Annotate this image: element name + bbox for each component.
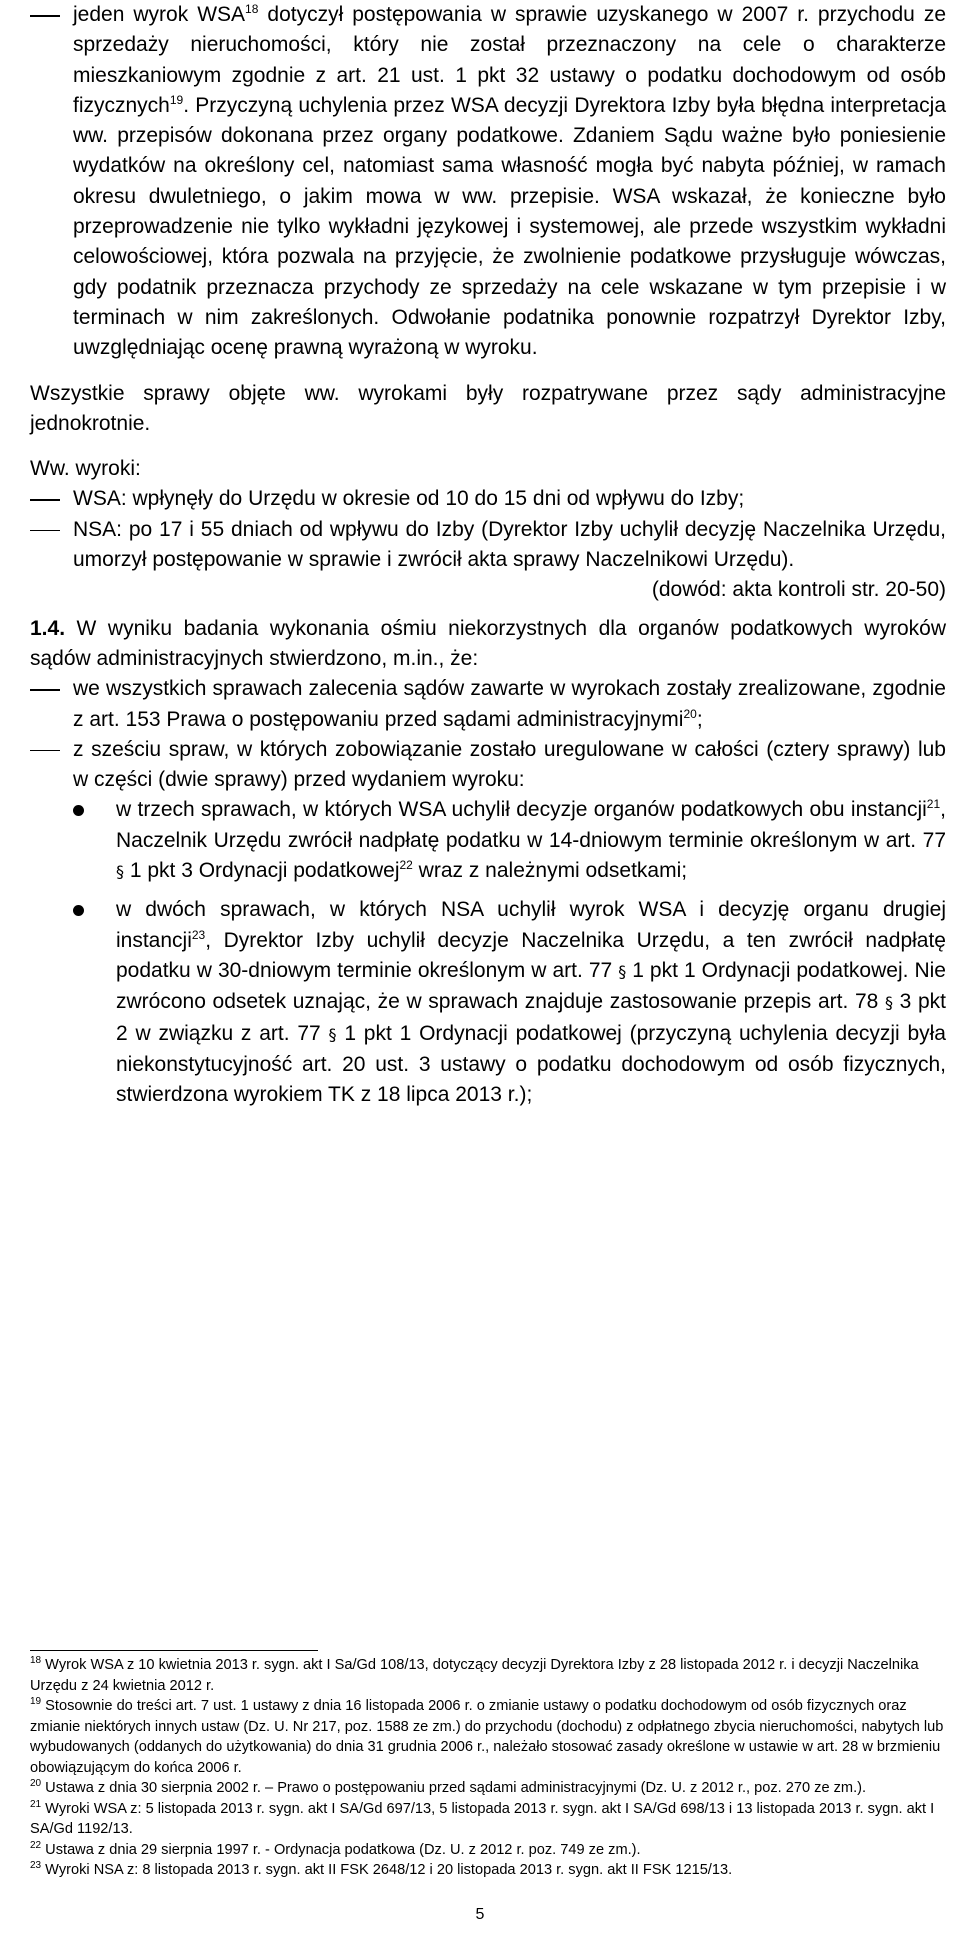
bullet-dot-icon <box>73 905 84 916</box>
dash-marker <box>30 515 60 532</box>
footnote-ref-19[interactable]: 19 <box>169 92 184 107</box>
bullet-item-two-cases <box>73 895 946 1110</box>
dash-marker <box>30 484 60 501</box>
paragraph-judgments-intro: Ww. wyroki: <box>30 457 141 481</box>
footnote-ref-23[interactable]: 23 <box>191 927 206 942</box>
dash-item-wsa-timing <box>30 484 946 514</box>
section-sign: § <box>328 1024 337 1044</box>
dash-item-text: z sześciu spraw, w których zobowiązanie zostało uregulowane w całości (cztery sprawy) lub w części (dwie sprawy) przed wydaniem wyroku: <box>73 737 946 792</box>
footnote-ref-22[interactable]: 22 <box>399 858 413 873</box>
bullet-item-text: w trzech sprawach, w których WSA uchylił decyzje organów podatkowych obu instancji$^{21}$, Naczelnik Urzędu zwrócił nadpłatę podatku w 14-dniowym terminie określonym w art. 77 § 1 pkt 3 Ordynacji podatkowej$^{22}$ wraz z należnymi odsetkami; <box>116 797 946 883</box>
page-number: 5 <box>475 1906 485 1923</box>
dash-marker <box>30 0 60 17</box>
dash-item-nsa-timing <box>30 515 946 576</box>
dash-item-recommendations <box>30 674 946 735</box>
dash-item-text: NSA: po 17 i 55 dniach od wpływu do Izby (Dyrektor Izby uchylił decyzję Naczelnika Urzędu, umorzył postępowanie w sprawie i zwrócił akta sprawy Naczelnikowi Urzędu). <box>73 517 946 572</box>
bullet-dot-icon <box>73 805 84 816</box>
footnote-21: $^{21}$ Wyroki WSA z: 5 listopada 2013 r. sygn. akt I SA/Gd 697/13, 5 listopada 2013 r. sygn. akt I SA/Gd 698/13 i 13 listopada 2013 r. sygn. akt I SA/Gd 1192/13. <box>30 1798 935 1837</box>
main-text <box>30 0 946 1110</box>
footnotes <box>30 1655 946 1881</box>
bullet-item-text: w dwóch sprawach, w których NSA uchylił wyrok WSA i decyzję organu drugiej instancji$^{23}$, Dyrektor Izby uchylił decyzje Naczelnika Urzędu, a ten zwrócił nadpłatę podatku w 30-dniowym terminie określonym w art. 77 § 1 pkt 1 Ordynacji podatkowej. Nie zwrócono odsetek uznając, że w sprawach znajduje zastosowanie przepis art. 78 § 3 pkt 2 w związku z art. 77 § 1 pkt 1 Ordynacji podatkowej (przyczyną uchylenia decyzji była niekonstytucyjność art. 20 ust. 3 ustawy o podatku dochodowym od osób fizycznych, stwierdzona wyrokiem TK z 18 lipca 2013 r.); <box>116 898 946 1107</box>
section-sign: § <box>618 961 627 981</box>
footnote-19: $^{19}$ Stosownie do treści art. 7 ust. 1 ustawy z dnia 16 listopada 2006 r. o zmianie ustawy o podatku dochodowym od osób fizycznych oraz zmianie niektórych innych ustaw (Dz. U. Nr 217, poz. 1588 ze zm.) do przychodu (dochodu) z odpłatnego zbycia nieruchomości, nabytych lub wybudowanych (oddanych do użytkowania) do dnia 31 grudnia 2006 r., należało stosować zasady określone w ustawie w art. 28 w brzmieniu obowiązującym do końca 2006 r. <box>30 1696 944 1776</box>
dash-item-judgment-wsa <box>30 0 946 364</box>
dash-item-six-cases <box>30 735 946 796</box>
dash-marker <box>30 735 60 752</box>
footnote-20: $^{20}$ Ustawa z dnia 30 sierpnia 2002 r. – Prawo o postępowaniu przed sądami administracyjnymi (Dz. U. z 2012 r., poz. 270 ze zm.). <box>30 1778 867 1796</box>
section-number: 1.4. <box>30 616 66 640</box>
footnote-separator <box>30 1650 318 1651</box>
section-sign: § <box>884 993 893 1013</box>
section-sign: § <box>116 862 124 882</box>
footnote-ref-18[interactable]: 18 <box>245 2 259 16</box>
dash-marker <box>30 674 60 691</box>
footnote-ref-20[interactable]: 20 <box>683 706 697 721</box>
footnote-22: $^{22}$ Ustawa z dnia 29 sierpnia 1997 r. - Ordynacja podatkowa (Dz. U. z 2012 r. poz. 749 ze zm.). <box>30 1839 641 1858</box>
dash-item-text: jeden wyrok WSA$^{18}$ dotyczył postępowania w sprawie uzyskanego w 2007 r. przychodu ze sprzedaży nieruchomości, który nie został przeznaczony na cele o charakterze mieszkaniowym zgodnie z art. 21 ust. 1 pkt 32 ustawy o podatku dochodowym od osób fizycznych$^{19}$. Przyczyną uchylenia przez WSA decyzji Dyrektora Izby była błędna interpretacja ww. przepisów dokonana przez organy podatkowe. Zdaniem Sądu ważne było poniesienie wydatków na określony cel, natomiast sama własność mogła być nabyta później, w ramach okresu dwuletniego, o jakim mowa w ww. przepisie. WSA wskazał, że konieczne było przeprowadzenie nie tylko wykładni językowej i systemowej, ale przede wszystkim wykładni celowościowej, która pozwala na przyjęcie, że zwolnienie podatkowe przysługuje wówczas, gdy podatnik przeznacza przychody ze sprzedaży na cele wskazane w tym przepisie i w terminach w nim zakreślonych. Odwołanie podatnika ponownie rozpatrzył Dyrektor Izby, uwzględniając ocenę prawną wyrażoną w wyroku. <box>73 2 946 360</box>
footnote-ref-21[interactable]: 21 <box>926 797 941 812</box>
paragraph-single-instance: Wszystkie sprawy objęte ww. wyrokami były rozpatrywane przez sądy administracyjne jednokrotnie. <box>30 381 946 435</box>
bullet-item-three-cases <box>73 795 946 887</box>
footnote-23: $^{23}$ Wyroki NSA z: 8 listopada 2013 r. sygn. akt II FSK 2648/12 i 20 listopada 2013 r. sygn. akt II FSK 1215/13. <box>30 1860 733 1878</box>
evidence-note: (dowód: akta kontroli str. 20-50) <box>651 578 946 602</box>
footnote-18: $^{18}$ Wyrok WSA z 10 kwietnia 2013 r. sygn. akt I Sa/Gd 108/13, dotyczący decyzji Dyrektora Izby z 28 listopada 2012 r. i decyzji Naczelnika Urzędu z 24 kwietnia 2012 r. <box>30 1655 919 1694</box>
dash-item-text: we wszystkich sprawach zalecenia sądów zawarte w wyrokach zostały zrealizowane, zgodnie z art. 153 Prawa o postępowaniu przed sądami administracyjnymi$^{20}$; <box>73 677 946 731</box>
dash-item-text: WSA: wpłynęły do Urzędu w okresie od 10 do 15 dni od wpływu do Izby; <box>73 487 745 511</box>
section-1-4-paragraph: 1.4. W wyniku badania wykonania ośmiu niekorzystnych dla organów podatkowych wyroków sądów administracyjnych stwierdzono, m.in., że: <box>30 616 946 670</box>
